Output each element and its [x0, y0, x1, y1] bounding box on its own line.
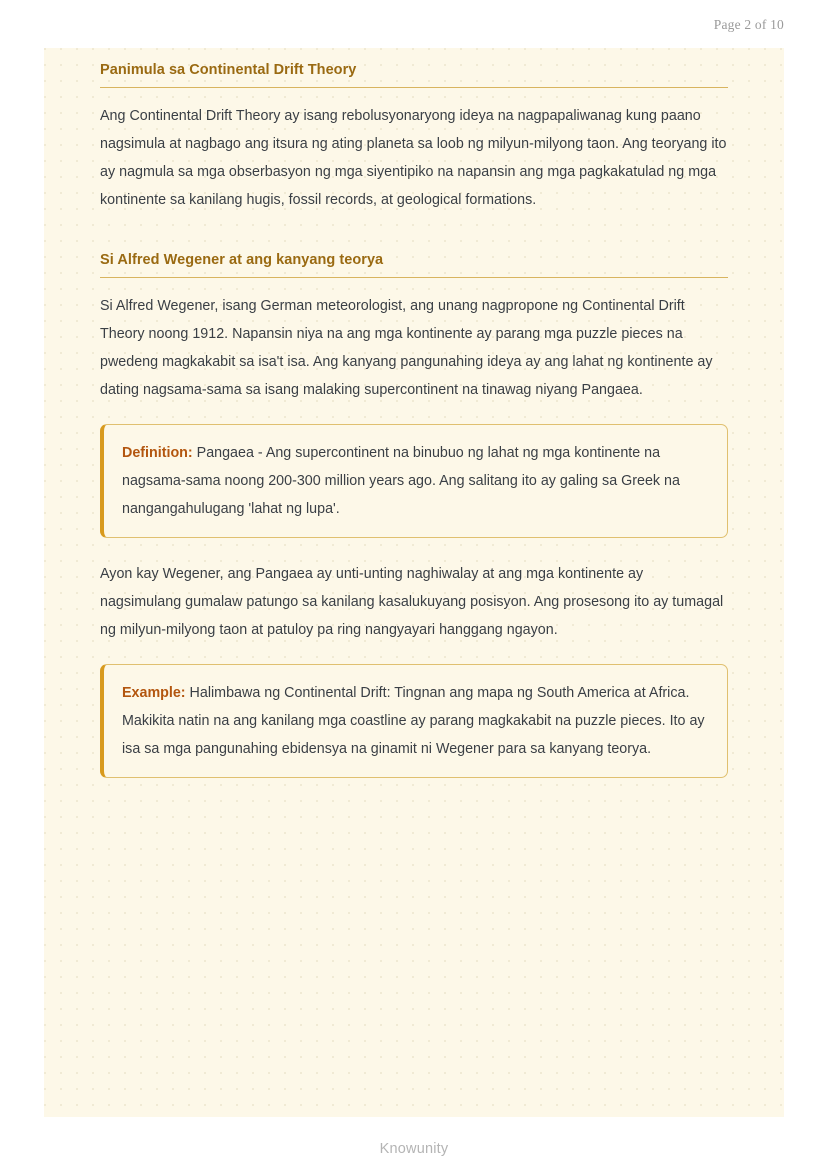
- example-callout-body: Halimbawa ng Continental Drift: Tingnan ang mapa ng South America at Africa. Makikita natin na ang kanilang mga coastline ay parang magkakabit na puzzle pieces. Ito ay isa sa mga pangunahing ebidensya na ginamit ni Wegener para sa kanyang teorya.: [122, 685, 705, 757]
- section-divider: [100, 87, 728, 88]
- example-callout-text: [122, 679, 711, 763]
- definition-callout-lead: Definition:: [122, 445, 193, 461]
- document-content: [100, 48, 728, 778]
- section-divider: [100, 277, 728, 278]
- example-callout: [100, 664, 728, 778]
- document-sheet: [44, 48, 784, 1117]
- definition-callout: [100, 424, 728, 538]
- page-header: [0, 0, 828, 52]
- footer-brand: Knowunity: [379, 1141, 449, 1157]
- definition-callout-body: Pangaea - Ang supercontinent na binubuo ng lahat ng mga kontinente na nagsama-sama noong 200-300 million years ago. Ang salitang ito ay galing sa Greek na nangangahulugang 'lahat ng lupa'.: [122, 445, 680, 517]
- page-number-label: Page 2 of 10: [713, 17, 784, 32]
- example-callout-lead: Example:: [122, 685, 186, 701]
- section-spacer: [100, 234, 728, 244]
- section-paragraph-intro: Ang Continental Drift Theory ay isang rebolusyonaryong ideya na nagpapaliwanag kung paano nagsimula at nagbago ang itsura ng ating planeta sa loob ng milyun-milyong taon. Ang teoryang ito ay nagmula sa mga obserbasyon ng mga siyentipiko na napansin ang mga pagkakatulad ng mga kontinente sa kanilang hugis, fossil records, at geological formations.: [100, 108, 727, 208]
- section-title-intro: Panimula sa Continental Drift Theory: [100, 62, 357, 78]
- definition-callout-text: [122, 439, 711, 523]
- closing-paragraph: Ayon kay Wegener, ang Pangaea ay unti-unting naghiwalay at ang mga kontinente ay nagsimulang gumalaw patungo sa kanilang kasalukuyang posisyon. Ang prosesong ito ay tumagal ng milyun-milyong taon at patuloy pa ring nangyayari hanggang ngayon.: [100, 566, 724, 638]
- section-title-wegener: Si Alfred Wegener at ang kanyang teorya: [100, 252, 384, 268]
- section-paragraph-wegener: Si Alfred Wegener, isang German meteorologist, ang unang nagpropone ng Continental Drift Theory noong 1912. Napansin niya na ang mga kontinente ay parang mga puzzle pieces na pwedeng magkakabit sa isa't isa. Ang kanyang pangunahing ideya ay ang lahat ng kontinente ay dating nagsama-sama sa isang malaking supercontinent na tinawag niyang Pangaea.: [100, 298, 713, 398]
